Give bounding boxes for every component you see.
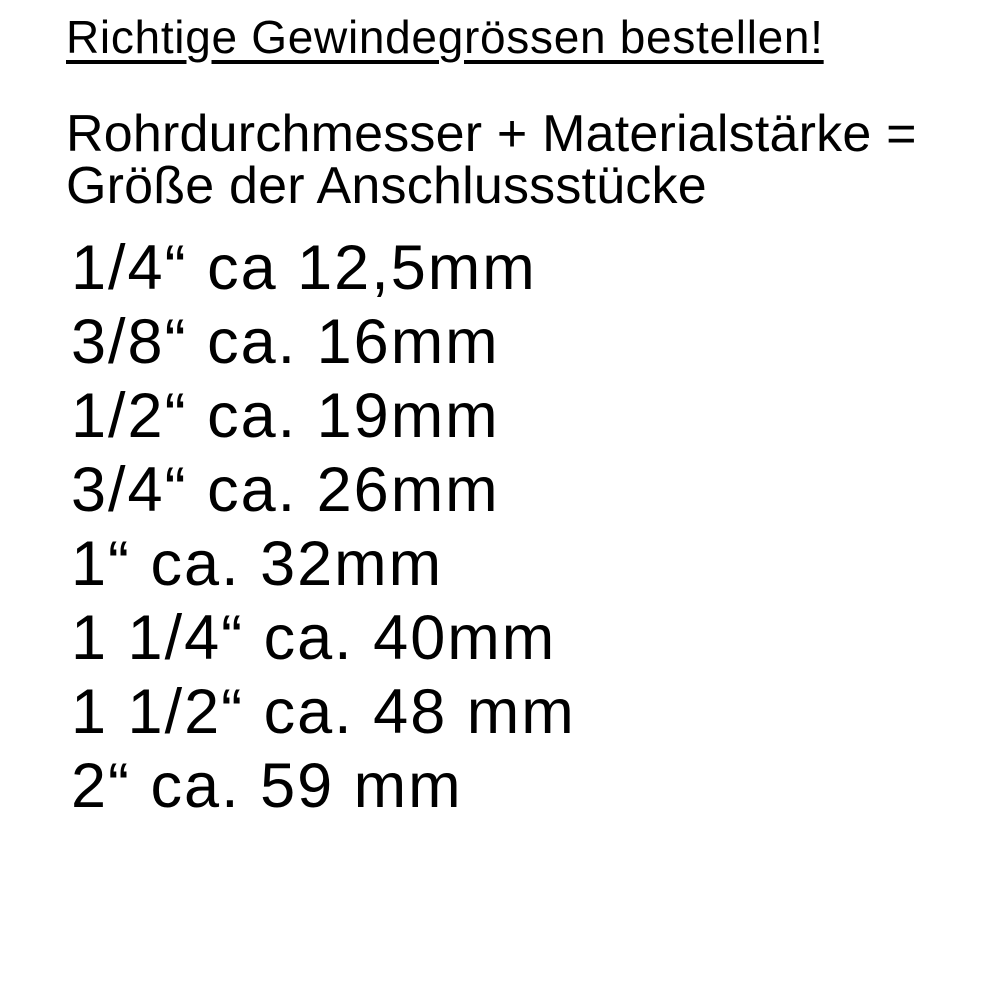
size-list-item <box>71 231 576 305</box>
size-inch: 2“ <box>71 751 132 821</box>
size-mm: ca 12,5mm <box>207 233 537 303</box>
size-list-item <box>71 379 576 453</box>
size-mm: ca. 40mm <box>263 603 557 673</box>
size-mm: ca. 48 mm <box>263 677 576 747</box>
size-list-item <box>71 453 576 527</box>
size-list-item <box>71 601 576 675</box>
size-mm: ca. 16mm <box>207 307 500 377</box>
size-mm: ca. 32mm <box>150 529 444 599</box>
size-mm: ca. 59 mm <box>150 751 463 821</box>
size-list-item <box>71 675 576 749</box>
size-inch: 1/4“ <box>71 233 188 303</box>
size-list-item <box>71 527 576 601</box>
size-inch: 1 1/2“ <box>71 677 245 747</box>
size-mm: ca. 19mm <box>207 381 500 451</box>
size-list <box>71 231 576 823</box>
size-mm: ca. 26mm <box>207 455 500 525</box>
subtitle-line-2: Größe der Anschlussstücke <box>66 157 707 215</box>
subtitle <box>66 105 917 215</box>
size-list-item <box>71 305 576 379</box>
size-inch: 3/8“ <box>71 307 188 377</box>
size-inch: 1/2“ <box>71 381 188 451</box>
page-title-text: Richtige Gewindegrössen bestellen! <box>66 11 824 63</box>
subtitle-line-1: Rohrdurchmesser + Materialstärke = <box>66 105 917 163</box>
page-title <box>66 11 824 63</box>
size-inch: 1“ <box>71 529 132 599</box>
size-list-item <box>71 749 576 823</box>
size-inch: 1 1/4“ <box>71 603 245 673</box>
size-inch: 3/4“ <box>71 455 188 525</box>
